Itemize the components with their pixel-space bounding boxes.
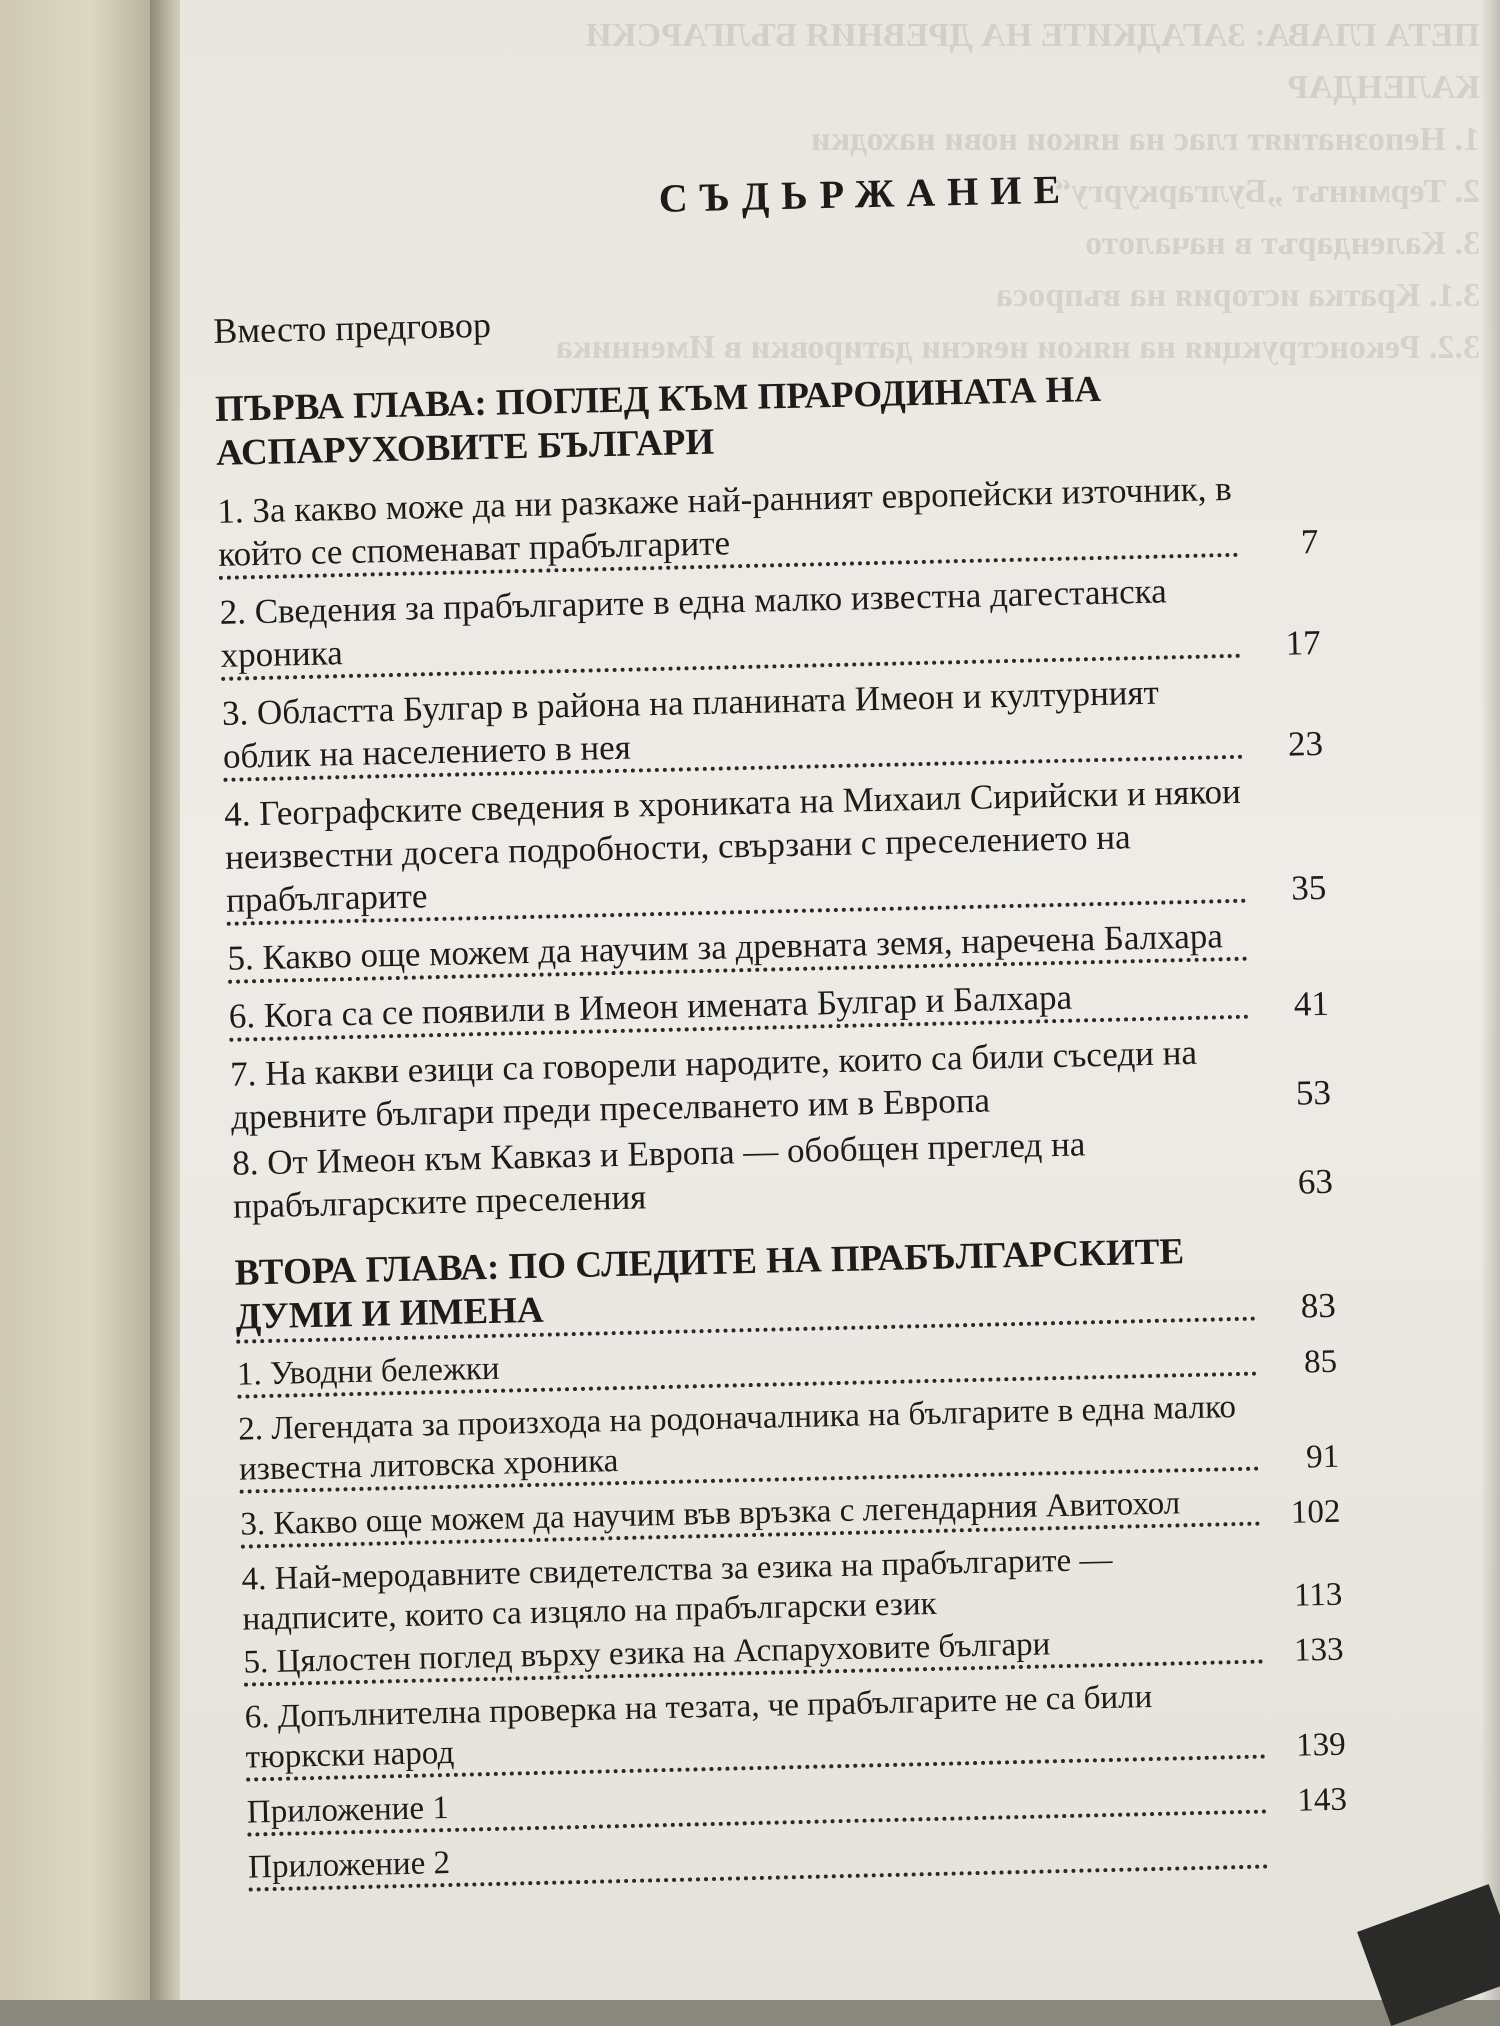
toc-entry-page: 91 bbox=[1305, 1438, 1340, 1476]
toc-entry-page: 113 bbox=[1293, 1576, 1343, 1614]
toc-entry-page: 35 bbox=[1290, 867, 1327, 908]
chapter-heading: ВТОРА ГЛАВА: ПО СЛЕДИТЕ НА ПРАБЪЛГАРСКИТЕ ДУМИ И ИМЕНА bbox=[234, 1231, 1185, 1338]
toc-preface: Вместо предговор bbox=[212, 304, 492, 351]
chapter-heading: ПЪРВА ГЛАВА: ПОГЛЕД КЪМ ПРАРОДИНАТА НА АСПАРУХОВИТЕ БЪЛГАРИ bbox=[214, 368, 1102, 474]
toc-entry-text: 8. От Имеон към Кавказ и Европа — обобщен преглед на прабългарските преселения bbox=[231, 1124, 1086, 1226]
toc-entry-text: 3. Областта Булгар в района на планината Имеон и културният облик на населението в нея bbox=[221, 672, 1160, 776]
toc-entry-page: 53 bbox=[1295, 1072, 1332, 1113]
toc-entry-text: 6. Допълнителна проверка на тезата, че прабългарите не са били тюркски народ bbox=[244, 1679, 1153, 1776]
toc-entry-text: 7. На какви езици са говорели народите, които са били съседи на древните българи преди преселването им в Европа bbox=[229, 1032, 1198, 1137]
toc-entry-text: 2. Сведения за прабългарите в една малко известна дагестанска хроника bbox=[219, 571, 1168, 675]
ghost-line: 3.2. Реконструкция на някои неясни датировки в Именника bbox=[555, 329, 1480, 366]
toc-entry-text: Приложение 2 bbox=[247, 1844, 451, 1886]
ghost-line: 1. Непознатият глас на някои нови находки bbox=[811, 121, 1480, 158]
page-title: СЪДЬРЖАНИЕ bbox=[658, 166, 1073, 221]
ghost-line: ПЕТА ГЛАВА: ЗАГАДКИТЕ НА ДРЕВНИЯ БЪЛГАРСКИ bbox=[585, 17, 1480, 54]
toc-entry-page: 41 bbox=[1293, 983, 1330, 1024]
ghost-line: КАЛЕНДАР bbox=[1287, 69, 1480, 106]
toc-entry-page: 102 bbox=[1290, 1493, 1341, 1531]
toc-entry-page bbox=[1269, 1875, 1349, 1877]
ghost-line: 3. Календарът в началото bbox=[1085, 225, 1480, 262]
toc-entry-text: 4. Най-меродавните свидетелства за езика на прабългарите — надписите, които са изцяло на прабългарски език bbox=[241, 1541, 1113, 1638]
table-of-contents bbox=[210, 156, 1500, 1902]
ghost-line: 2. Терминът „Булгаркургу“ bbox=[1054, 173, 1480, 210]
toc-entry-text: 1. За какво може да ни разкаже най-ранният европейски източник, в който се споменават прабългарите bbox=[216, 468, 1233, 574]
toc-entry-text: 5. Цялостен поглед върху езика на Аспаруховите българи bbox=[243, 1626, 1051, 1681]
toc-entry-text: 2. Легендата за произхода на родоначалника на българите в една малко известна литовска хроника bbox=[237, 1389, 1237, 1488]
left-page-edge bbox=[0, 0, 165, 2000]
toc-entry-page: 85 bbox=[1303, 1343, 1338, 1381]
toc-entry-text: 6. Кога са се появили в Имеон имената Булгар и Балхара bbox=[228, 977, 1073, 1036]
toc-entry-page: 133 bbox=[1293, 1631, 1344, 1669]
toc-entry-text: 1. Уводни бележки bbox=[236, 1350, 500, 1393]
toc-entry-page: 23 bbox=[1287, 723, 1324, 764]
toc-entry-page: 83 bbox=[1300, 1285, 1337, 1326]
toc-entry bbox=[224, 764, 1497, 934]
toc-entry-text: Приложение 1 bbox=[246, 1790, 450, 1831]
toc-entry-page: 63 bbox=[1297, 1161, 1334, 1202]
ghost-line: 3.1. Кратка история на въпроса bbox=[995, 277, 1480, 314]
toc-entry-page: 143 bbox=[1297, 1781, 1348, 1819]
toc-entry-page: 139 bbox=[1295, 1726, 1347, 1764]
toc-entry-page: 17 bbox=[1285, 622, 1322, 663]
toc-entry-page bbox=[1248, 967, 1328, 969]
toc-entry-page: 7 bbox=[1300, 521, 1319, 562]
toc-entry-text: 5. Какво още можем да научим за древната земя, наречена Балхара bbox=[227, 916, 1224, 978]
toc-entry-text: 3. Какво още можем да научим във връзка с легендарния Авитохол bbox=[239, 1485, 1181, 1543]
toc-entry-text: 4. Географските сведения в хрониката на Михаил Сирийски и някои неизвестни досега подробности, свързани с преселението на прабългарите bbox=[223, 771, 1242, 920]
